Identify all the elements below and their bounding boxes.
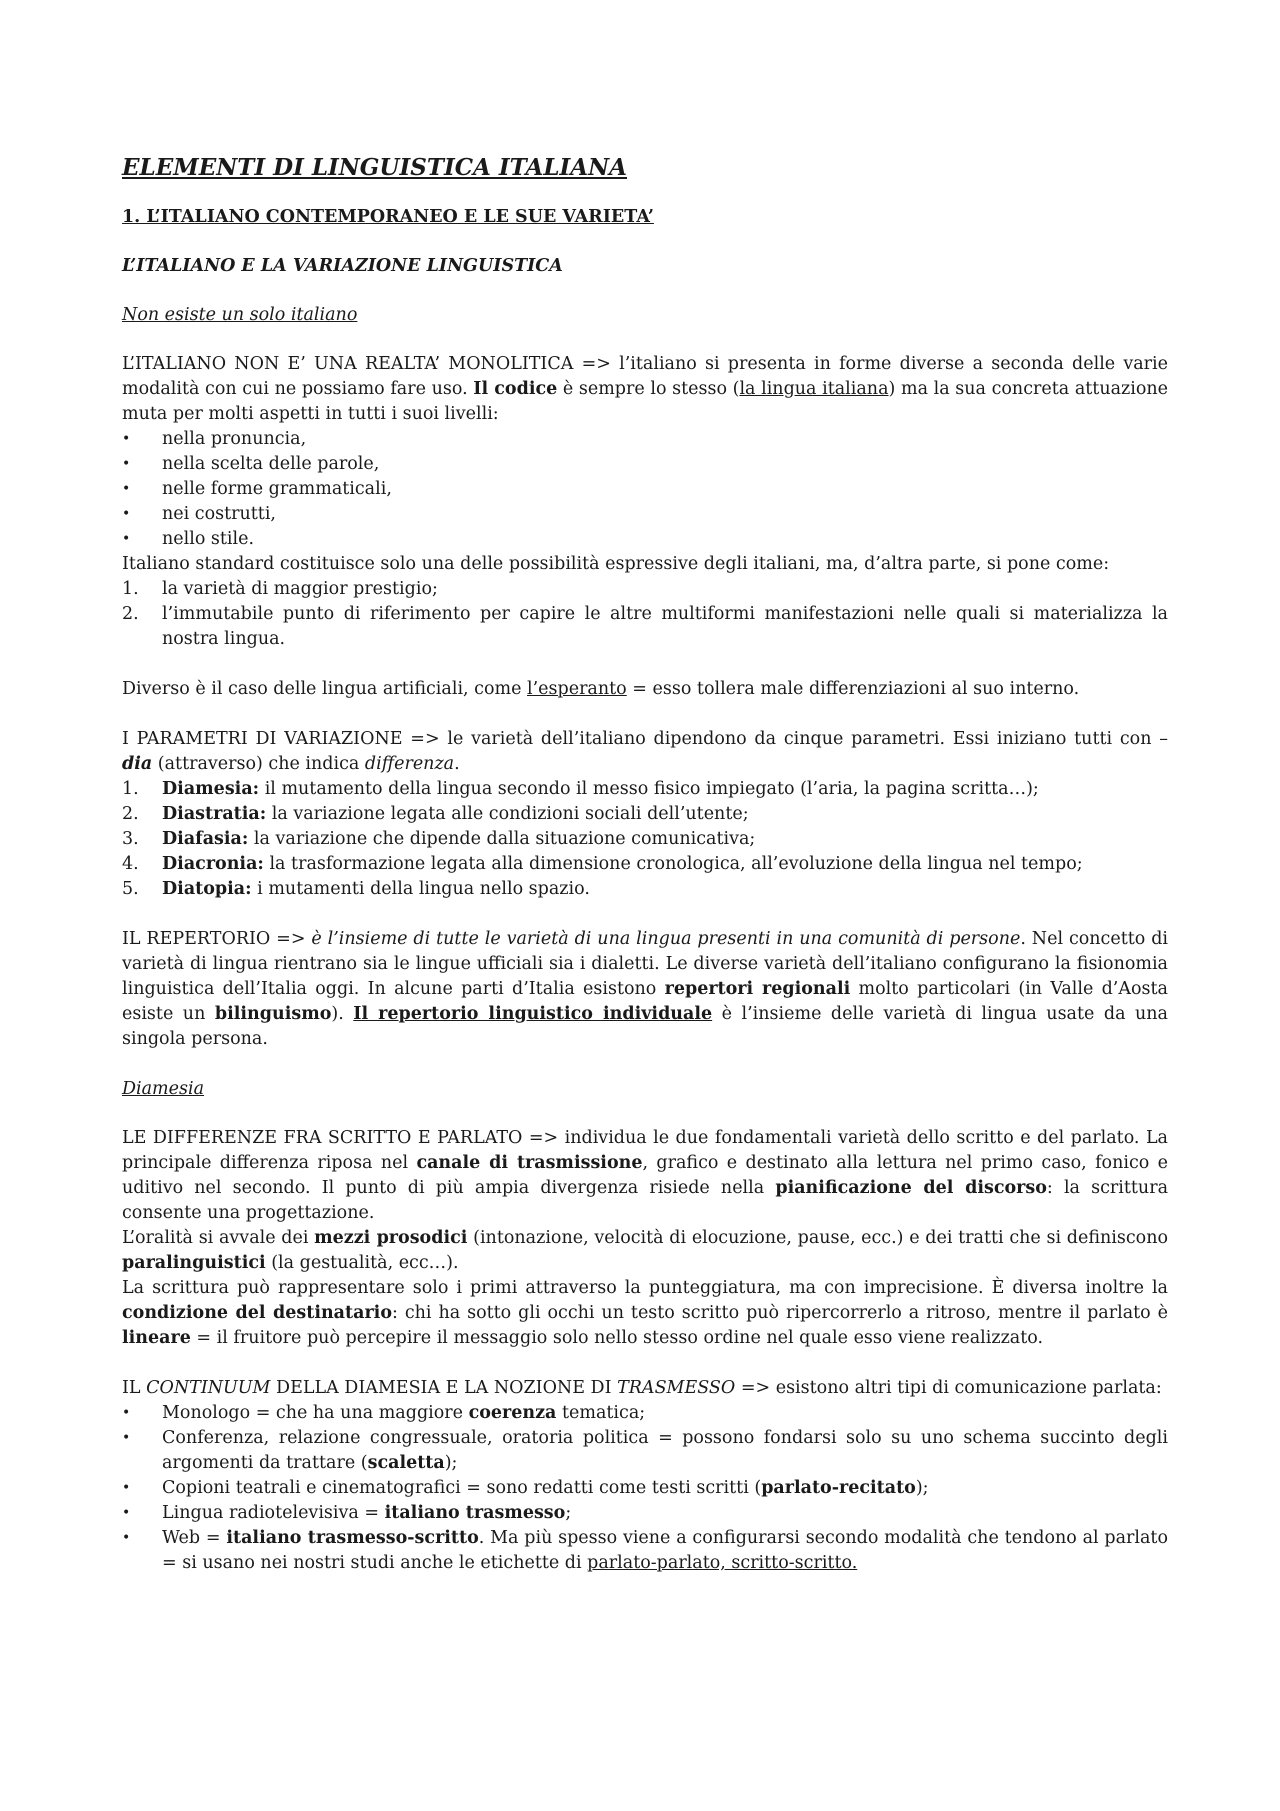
text: Monologo = che ha una maggiore: [162, 1403, 469, 1423]
bold-term: parlato-recitato: [761, 1478, 916, 1498]
list-item: [122, 477, 1168, 502]
bold-term: lineare: [122, 1328, 191, 1348]
list-item: [122, 827, 1168, 852]
bold-term: Diafasia:: [162, 829, 249, 849]
list-item: [122, 452, 1168, 477]
text: . Nel concetto di varietà di lingua rientrano sia le lingue ufficiali sia i dialetti. Le diverse varietà dell’italiano configurano la fisionomia linguistica dell’Italia oggi. In alcune parti d’Italia esistono: [122, 929, 1169, 999]
bullet-icon: •: [122, 456, 131, 472]
standard-list: [122, 577, 1168, 652]
bold-term: paralinguistici: [122, 1253, 266, 1273]
underlined-term: l’esperanto: [527, 679, 627, 699]
list-number: 1.: [122, 779, 139, 799]
bullet-icon: •: [122, 481, 131, 497]
bold-term: italiano trasmesso-scritto: [226, 1528, 479, 1548]
list-item-text: nello stile.: [162, 529, 255, 549]
italic-term: TRASMESSO: [617, 1378, 736, 1398]
text: Diverso è il caso delle lingua artificiali, come: [122, 679, 528, 699]
bullet-icon: •: [122, 1430, 131, 1446]
text: = esso tollera male differenziazioni al suo interno.: [626, 679, 1080, 699]
list-item-text: nella pronuncia,: [162, 429, 307, 449]
spacer: [122, 1052, 1168, 1077]
paragraph-standard-intro: Italiano standard costituisce solo una delle possibilità espressive degli italiani, ma, d’altra parte, si pone come:: [122, 554, 1110, 574]
bullet-icon: •: [122, 1405, 131, 1421]
list-item: [122, 502, 1168, 527]
paragraph-differenze: [122, 1126, 1168, 1226]
text: . Ma più spesso viene a configurarsi secondo modalità che tendono al parlato = si usano nei nostri studi anche le etichette di: [162, 1528, 1168, 1573]
text: : la scrittura consente una progettazione.: [122, 1178, 1168, 1223]
bold-term: scaletta: [367, 1453, 445, 1473]
text: tematica;: [556, 1403, 646, 1423]
bold-term: mezzi prosodici: [314, 1228, 468, 1248]
italic-term: differenza: [364, 754, 455, 774]
text: IL: [122, 1378, 147, 1398]
bold-term: Diacronia:: [162, 854, 264, 874]
italic-definition: è l’insieme di tutte le varietà di una lingua presenti in una comunità di persone: [311, 929, 1021, 949]
text: ).: [331, 1004, 354, 1024]
list-number: 1.: [122, 579, 139, 599]
section-heading-italiano: Non esiste un solo italiano: [122, 305, 358, 325]
text: : chi ha sotto gli occhi un testo scritto può ripercorrerlo a ritroso, mentre il parlato è: [392, 1303, 1168, 1323]
parameters-list: [122, 777, 1168, 902]
list-item-text: la trasformazione legata alla dimensione cronologica, all’evoluzione della lingua nel tempo;: [263, 854, 1083, 874]
document-page: [122, 153, 1168, 1576]
chapter-heading: 1. L’ITALIANO CONTEMPORANEO E LE SUE VARIETA’: [122, 207, 654, 227]
bold-term: coerenza: [468, 1403, 557, 1423]
text: molto particolari (in Valle d’Aosta esiste un: [122, 979, 1168, 1024]
bullet-icon: •: [122, 431, 131, 447]
paragraph-repertorio: [122, 927, 1168, 1052]
bold-term: Diastratia:: [162, 804, 267, 824]
bold-term: Il codice: [473, 379, 558, 399]
bullet-icon: •: [122, 506, 131, 522]
text: è sempre lo stesso (: [557, 379, 740, 399]
list-number: 3.: [122, 829, 139, 849]
bold-term: Diamesia:: [162, 779, 260, 799]
text: = il fruitore può percepire il messaggio solo nello stesso ordine nel quale esso viene realizzato.: [190, 1328, 1044, 1348]
text: L’oralità si avvale dei: [122, 1228, 315, 1248]
list-item-text: l’immutabile punto di riferimento per capire le altre multiformi manifestazioni nelle quali si materializza la nostra lingua.: [162, 604, 1168, 649]
text: (la gestualità, ecc…).: [265, 1253, 459, 1273]
continuum-list: [122, 1401, 1168, 1576]
paragraph-monolitica: [122, 352, 1168, 427]
spacer: [122, 652, 1168, 677]
spacer: [122, 902, 1168, 927]
bold-term: italiano trasmesso: [384, 1503, 566, 1523]
list-item: [122, 602, 1168, 652]
list-item-text: la variazione legata alle condizioni sociali dell’utente;: [266, 804, 749, 824]
text: è l’insieme delle varietà di lingua usate da una singola persona.: [122, 1004, 1168, 1049]
paragraph-oralita: [122, 1226, 1168, 1276]
bold-term: pianificazione del discorso: [775, 1178, 1047, 1198]
underlined-term: parlato-parlato, scritto-scritto.: [587, 1553, 858, 1573]
text: IL REPERTORIO =>: [122, 929, 312, 949]
paragraph-esperanto: [122, 677, 1168, 702]
list-item: [122, 777, 1168, 802]
list-number: 4.: [122, 854, 139, 874]
list-item: [122, 802, 1168, 827]
text: I PARAMETRI DI VARIAZIONE => le varietà dell’italiano dipendono da cinque parametri. Essi iniziano tutti con –: [122, 729, 1168, 749]
text: ) ma la sua concreta attuazione muta per molti aspetti in tutti i suoi livelli:: [122, 379, 1169, 424]
text: .: [454, 754, 460, 774]
list-item: [122, 852, 1168, 877]
text: DELLA DIAMESIA E LA NOZIONE DI: [270, 1378, 618, 1398]
subtitle-heading: L’ITALIANO E LA VARIAZIONE LINGUISTICA: [122, 256, 563, 276]
italic-term: CONTINUUM: [146, 1378, 271, 1398]
text: LE DIFFERENZE FRA SCRITTO E PARLATO => individua le due fondamentali varietà dello scritto e del parlato. La principale differenza riposa nel: [122, 1128, 1168, 1173]
document-title: ELEMENTI DI LINGUISTICA ITALIANA: [122, 154, 628, 181]
text: ;: [565, 1503, 572, 1523]
list-item-text: la varietà di maggior prestigio;: [162, 579, 438, 599]
list-item-text: il mutamento della lingua secondo il messo fisico impiegato (l’aria, la pagina scritta…);: [259, 779, 1039, 799]
text: , grafico e destinato alla lettura nel primo caso, fonico e uditivo nel secondo. Il punto di più ampia divergenza risiede nella: [122, 1153, 1168, 1198]
list-item-text: nella scelta delle parole,: [162, 454, 380, 474]
list-number: 2.: [122, 604, 139, 624]
list-item-text: nelle forme grammaticali,: [162, 479, 392, 499]
bold-term: repertori regionali: [664, 979, 851, 999]
list-item: [122, 1501, 1168, 1526]
list-item: [122, 577, 1168, 602]
text: Web =: [162, 1528, 227, 1548]
bold-term: condizione del destinatario: [122, 1303, 392, 1323]
text: );: [444, 1453, 458, 1473]
bold-italic-term: dia: [122, 754, 153, 774]
list-item: [122, 877, 1168, 902]
list-item: [122, 1401, 1168, 1426]
text: );: [915, 1478, 929, 1498]
bold-term: Diatopia:: [162, 879, 252, 899]
list-item: [122, 1426, 1168, 1476]
underlined-term: la lingua italiana: [739, 379, 889, 399]
text: Conferenza, relazione congressuale, oratoria politica = possono fondarsi solo su uno schema succinto degli argomenti da trattare (: [162, 1428, 1168, 1473]
paragraph-scrittura: [122, 1276, 1168, 1351]
spacer: [122, 1351, 1168, 1376]
spacer: [122, 702, 1168, 727]
bullet-icon: •: [122, 1505, 131, 1521]
bullet-icon: •: [122, 531, 131, 547]
list-item-text: i mutamenti della lingua nello spazio.: [251, 879, 590, 899]
list-item-text: nei costrutti,: [162, 504, 276, 524]
list-item: [122, 1476, 1168, 1501]
bold-term: bilinguismo: [214, 1004, 332, 1024]
bold-term: canale di trasmissione: [416, 1153, 643, 1173]
aspects-list: [122, 427, 1168, 552]
paragraph-parametri: [122, 727, 1168, 777]
list-item: [122, 527, 1168, 552]
bullet-icon: •: [122, 1480, 131, 1496]
list-item: [122, 1526, 1168, 1576]
text: Copioni teatrali e cinematografici = sono redatti come testi scritti (: [162, 1478, 762, 1498]
list-item-text: la variazione che dipende dalla situazione comunicativa;: [248, 829, 756, 849]
text: L’ITALIANO NON E’ UNA REALTA’ MONOLITICA => l’italiano si presenta in forme diverse a seconda delle varie modalità con cui ne possiamo fare uso.: [122, 354, 1168, 399]
list-number: 5.: [122, 879, 139, 899]
bullet-icon: •: [122, 1530, 131, 1546]
section-heading-diamesia: Diamesia: [122, 1079, 205, 1099]
text: (attraverso) che indica: [152, 754, 365, 774]
text: La scrittura può rappresentare solo i primi attraverso la punteggiatura, ma con imprecisione. È diversa inoltre la: [122, 1278, 1168, 1298]
text: (intonazione, velocità di elocuzione, pause, ecc.) e dei tratti che si definiscono: [467, 1228, 1169, 1248]
text: Lingua radiotelevisiva =: [162, 1503, 385, 1523]
list-number: 2.: [122, 804, 139, 824]
bold-underlined-term: Il repertorio linguistico individuale: [353, 1004, 713, 1024]
list-item: [122, 427, 1168, 452]
text: => esistono altri tipi di comunicazione parlata:: [735, 1378, 1162, 1398]
paragraph-continuum: [122, 1376, 1168, 1401]
